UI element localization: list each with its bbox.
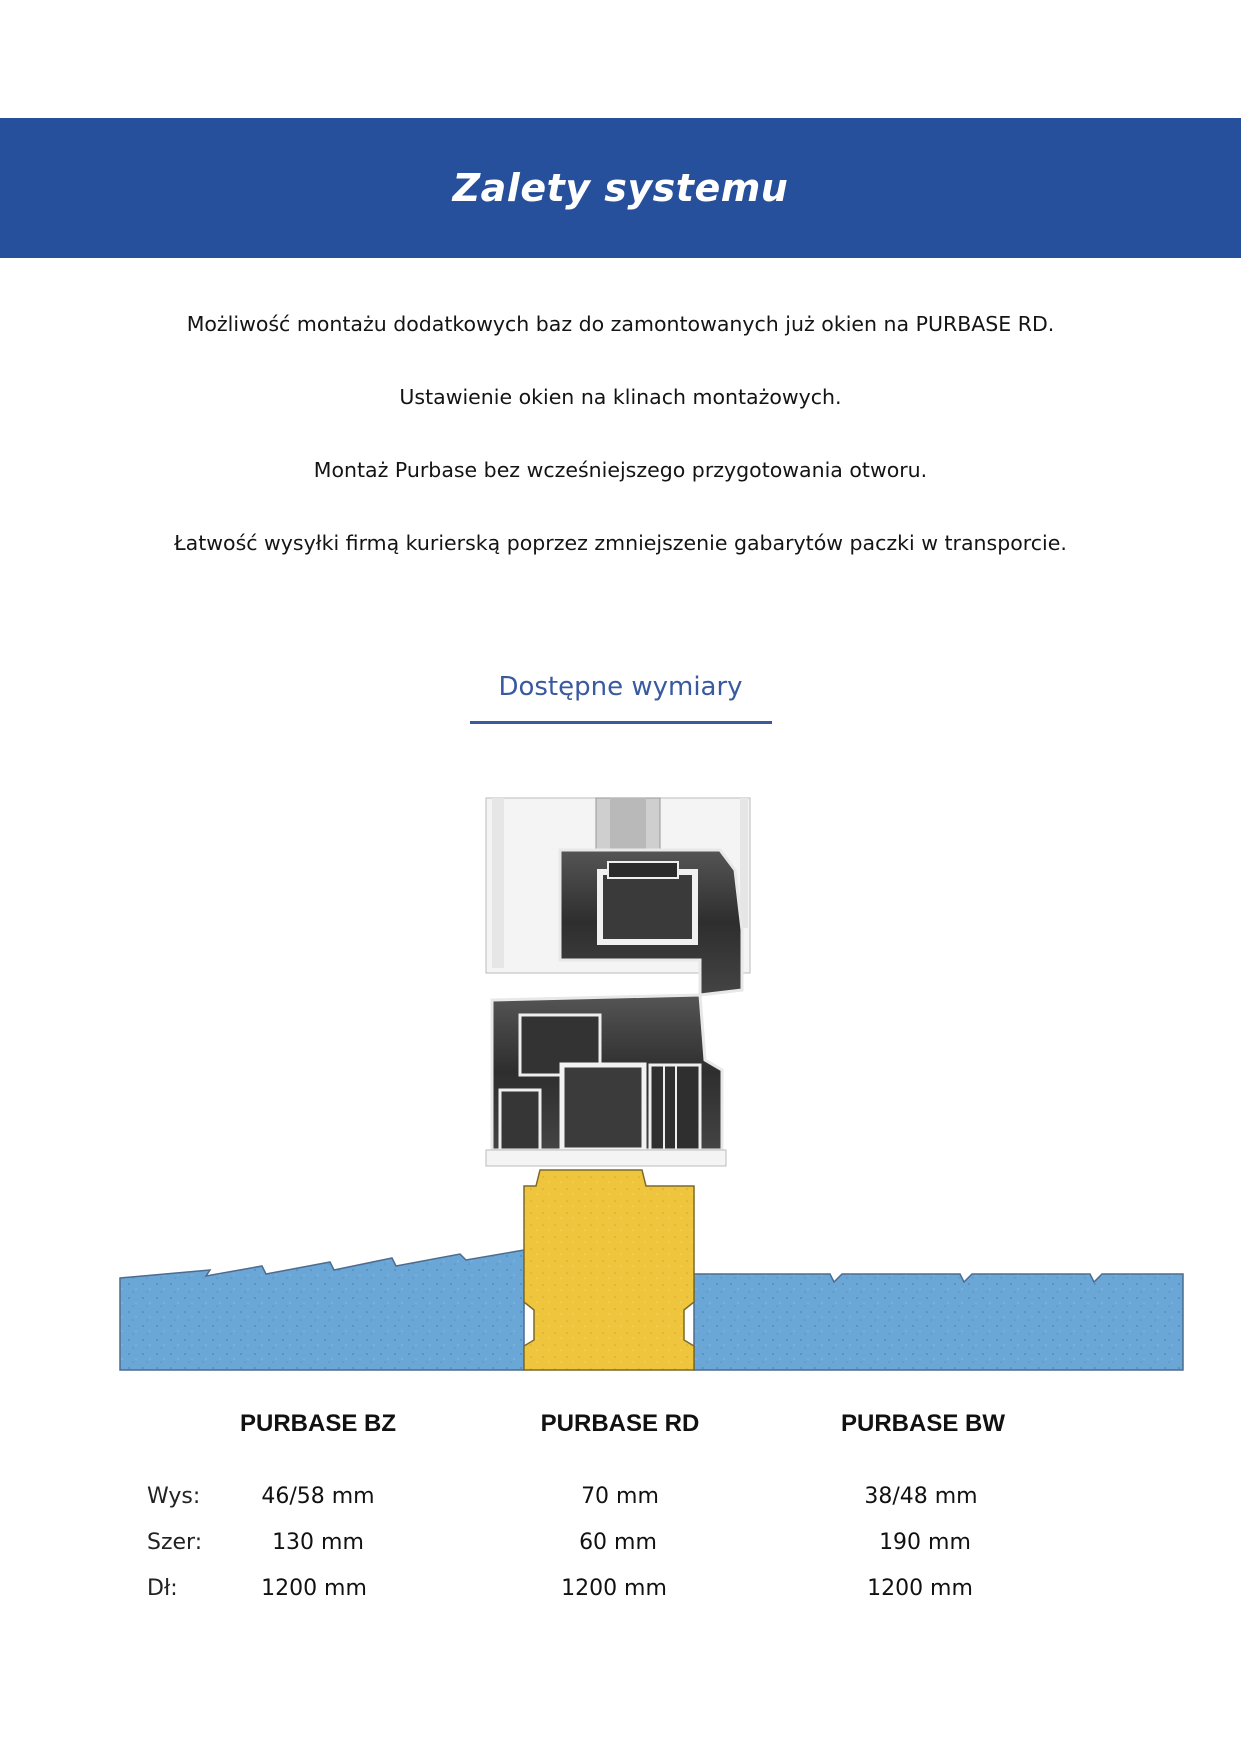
- product-title: PURBASE BW: [840, 1410, 1005, 1437]
- window-profile: [486, 798, 750, 1166]
- benefit-item: Montaż Purbase bez wcześniejszego przygotowania otworu.: [313, 458, 928, 482]
- benefit-item: Łatwość wysyłki firmą kurierską poprzez zmniejszenie gabarytów paczki w transporcie.: [174, 531, 1067, 555]
- row-label-height: Wys:: [147, 1484, 201, 1509]
- spec-value: 1200 mm: [561, 1576, 667, 1601]
- spec-value: 1200 mm: [867, 1576, 973, 1601]
- spec-value: 60 mm: [579, 1530, 657, 1555]
- page-title: Zalety systemu: [452, 166, 789, 210]
- benefit-item: Możliwość montażu dodatkowych baz do zamontowanych już okien na PURBASE RD.: [186, 312, 1055, 336]
- profile-cross-section-illustration: [0, 790, 1241, 1380]
- spec-value: 190 mm: [879, 1530, 971, 1555]
- spec-value: 46/58 mm: [261, 1484, 375, 1509]
- purbase-rd-block: [524, 1170, 694, 1370]
- spec-value: 38/48 mm: [864, 1484, 978, 1509]
- benefit-item: Ustawienie okien na klinach montażowych.: [399, 385, 842, 409]
- row-label-width: Szer:: [147, 1530, 203, 1555]
- product-title: PURBASE BZ: [239, 1410, 396, 1437]
- heading-underline: [470, 721, 772, 724]
- spec-value: 130 mm: [272, 1530, 364, 1555]
- dimensions-heading: Dostępne wymiary: [498, 672, 743, 702]
- product-title: PURBASE RD: [540, 1410, 700, 1437]
- header-banner: [0, 118, 1241, 258]
- specs-table: [0, 1410, 1241, 1610]
- spec-value: 70 mm: [581, 1484, 659, 1509]
- spec-value: 1200 mm: [261, 1576, 367, 1601]
- row-label-length: Dł:: [147, 1576, 178, 1601]
